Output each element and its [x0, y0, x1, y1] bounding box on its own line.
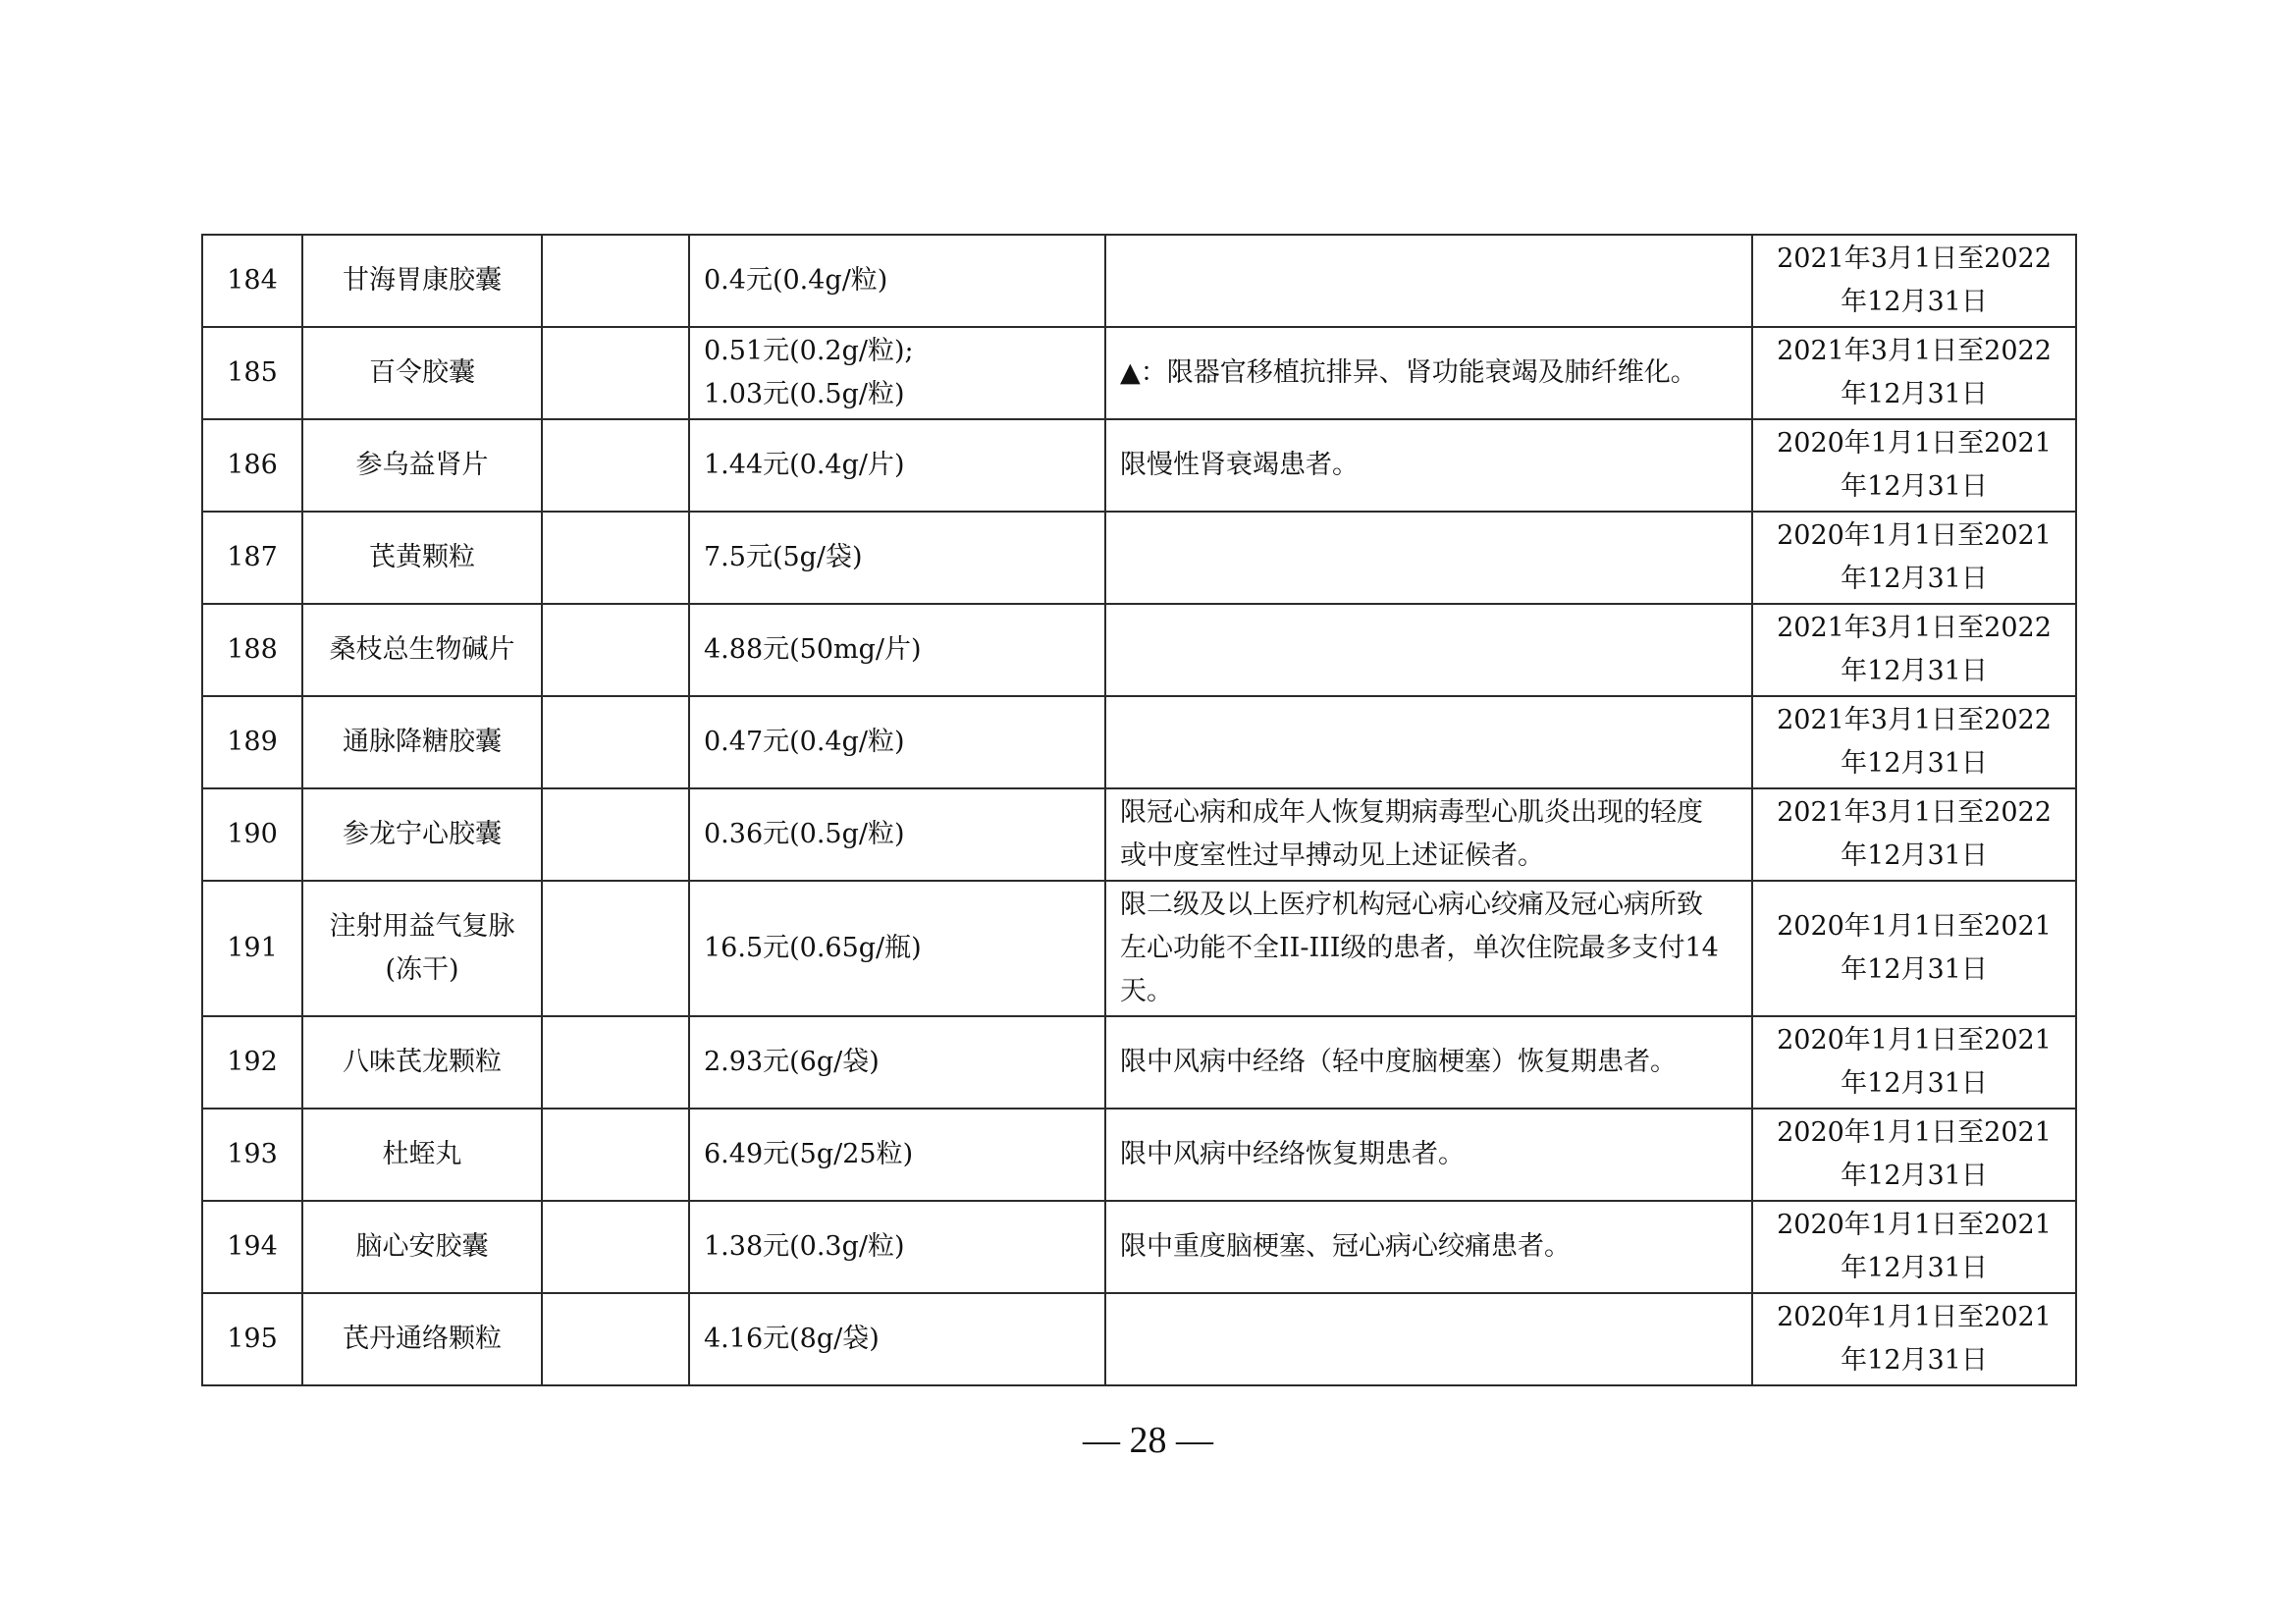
- restriction-note-cell: [1105, 419, 1752, 512]
- table-row: [202, 327, 2076, 419]
- drug-name-cell: [302, 327, 542, 419]
- empty-cell: [542, 604, 689, 696]
- restriction-note-cell: [1105, 1293, 1752, 1385]
- price-cell-line: 16.5元(0.65g/瓶): [704, 933, 922, 963]
- price-cell-line: 0.36元(0.5g/粒): [704, 819, 905, 849]
- drug-name-cell-line: 脑心安胶囊: [355, 1231, 489, 1262]
- row-number-cell: [202, 604, 302, 696]
- validity-date-cell: [1752, 1109, 2076, 1201]
- price-cell: [689, 327, 1105, 419]
- drug-name-cell: [302, 235, 542, 327]
- validity-date-cell-line: 年12月31日: [1841, 564, 1988, 594]
- drug-name-cell: [302, 881, 542, 1016]
- row-number-cell-text: 188: [227, 634, 278, 665]
- table-row: [202, 1016, 2076, 1109]
- table-row: [202, 419, 2076, 512]
- row-number-cell-text: 186: [227, 450, 278, 480]
- validity-date-cell-line: 年12月31日: [1841, 954, 1988, 985]
- row-number-cell-text: 189: [227, 727, 278, 757]
- row-number-cell-text: 187: [227, 542, 278, 572]
- validity-date-cell-line: 2020年1月1日至2021: [1777, 428, 2052, 459]
- price-cell: [689, 696, 1105, 788]
- empty-cell: [542, 1201, 689, 1293]
- drug-name-cell-line: 百令胶囊: [369, 357, 475, 388]
- price-cell: [689, 1201, 1105, 1293]
- validity-date-cell-line: 2020年1月1日至2021: [1777, 520, 2052, 551]
- row-number-cell-text: 193: [227, 1139, 278, 1169]
- restriction-note-cell-line: ▲：限器官移植抗排异、肾功能衰竭及肺纤维化。: [1120, 357, 1697, 388]
- validity-date-cell-line: 2020年1月1日至2021: [1777, 1302, 2052, 1332]
- restriction-note-cell: [1105, 788, 1752, 881]
- table-row: [202, 235, 2076, 327]
- restriction-note-cell-line: 限慢性肾衰竭患者。: [1120, 450, 1359, 480]
- drug-name-cell: [302, 1016, 542, 1109]
- validity-date-cell-line: 年12月31日: [1841, 1253, 1988, 1283]
- validity-date-cell-line: 2020年1月1日至2021: [1777, 1025, 2052, 1056]
- validity-date-cell: [1752, 235, 2076, 327]
- validity-date-cell-line: 年12月31日: [1841, 1068, 1988, 1099]
- restriction-note-cell: [1105, 512, 1752, 604]
- table-row: [202, 604, 2076, 696]
- restriction-note-cell-line: 限二级及以上医疗机构冠心病心绞痛及冠心病所致: [1120, 890, 1703, 920]
- validity-date-cell-line: 年12月31日: [1841, 471, 1988, 502]
- price-cell: [689, 788, 1105, 881]
- table-body: [202, 235, 2076, 1385]
- restriction-note-cell-line: 天。: [1120, 976, 1173, 1006]
- drug-name-cell: [302, 1293, 542, 1385]
- restriction-note-cell: [1105, 696, 1752, 788]
- row-number-cell-text: 195: [227, 1324, 278, 1354]
- table-row: [202, 1201, 2076, 1293]
- restriction-note-cell: [1105, 1109, 1752, 1201]
- drug-name-cell-line: 桑枝总生物碱片: [329, 634, 515, 665]
- price-cell-line: 1.03元(0.5g/粒): [704, 379, 905, 409]
- drug-name-cell-line: 杜蛭丸: [382, 1139, 462, 1169]
- empty-cell: [542, 1109, 689, 1201]
- validity-date-cell-line: 年12月31日: [1841, 840, 1988, 871]
- restriction-note-cell: [1105, 1201, 1752, 1293]
- validity-date-cell-line: 2021年3月1日至2022: [1777, 613, 2052, 643]
- table-row: [202, 1293, 2076, 1385]
- price-cell: [689, 512, 1105, 604]
- validity-date-cell-line: 2021年3月1日至2022: [1777, 705, 2052, 735]
- row-number-cell-text: 194: [227, 1231, 278, 1262]
- restriction-note-cell-line: 或中度室性过早搏动见上述证候者。: [1120, 840, 1544, 871]
- restriction-note-cell: [1105, 327, 1752, 419]
- drug-name-cell-line: 八味芪龙颗粒: [343, 1047, 502, 1077]
- drug-name-cell-line: 参乌益肾片: [355, 450, 489, 480]
- empty-cell: [542, 327, 689, 419]
- drug-name-cell: [302, 512, 542, 604]
- price-cell-line: 0.4元(0.4g/粒): [704, 265, 888, 296]
- price-cell-line: 7.5元(5g/袋): [704, 542, 863, 572]
- price-cell-line: 1.44元(0.4g/片): [704, 450, 905, 480]
- row-number-cell-text: 191: [227, 933, 278, 963]
- price-cell-line: 4.16元(8g/袋): [704, 1324, 880, 1354]
- table-row: [202, 512, 2076, 604]
- validity-date-cell-line: 年12月31日: [1841, 748, 1988, 779]
- drug-name-cell: [302, 604, 542, 696]
- price-cell-line: 1.38元(0.3g/粒): [704, 1231, 905, 1262]
- price-cell: [689, 881, 1105, 1016]
- drug-name-cell-line: 参龙宁心胶囊: [343, 819, 502, 849]
- restriction-note-cell: [1105, 235, 1752, 327]
- validity-date-cell: [1752, 1293, 2076, 1385]
- restriction-note-cell: [1105, 1016, 1752, 1109]
- price-cell-line: 2.93元(6g/袋): [704, 1047, 880, 1077]
- empty-cell: [542, 235, 689, 327]
- drug-name-cell: [302, 1201, 542, 1293]
- validity-date-cell-line: 2021年3月1日至2022: [1777, 244, 2052, 274]
- empty-cell: [542, 1016, 689, 1109]
- empty-cell: [542, 788, 689, 881]
- validity-date-cell-line: 年12月31日: [1841, 656, 1988, 686]
- price-cell: [689, 1109, 1105, 1201]
- price-cell: [689, 1016, 1105, 1109]
- validity-date-cell-line: 2021年3月1日至2022: [1777, 797, 2052, 828]
- drug-table: [201, 234, 2077, 1386]
- restriction-note-cell-line: 限中风病中经络恢复期患者。: [1120, 1139, 1465, 1169]
- drug-name-cell-line: 通脉降糖胶囊: [343, 727, 502, 757]
- validity-date-cell: [1752, 881, 2076, 1016]
- empty-cell: [542, 512, 689, 604]
- row-number-cell-text: 184: [227, 265, 278, 296]
- drug-name-cell: [302, 419, 542, 512]
- validity-date-cell: [1752, 1201, 2076, 1293]
- validity-date-cell: [1752, 512, 2076, 604]
- drug-name-cell-line: 注射用益气复脉: [329, 911, 515, 942]
- row-number-cell-text: 192: [227, 1047, 278, 1077]
- validity-date-cell-line: 2020年1月1日至2021: [1777, 1117, 2052, 1148]
- row-number-cell: [202, 235, 302, 327]
- row-number-cell: [202, 512, 302, 604]
- validity-date-cell-line: 年12月31日: [1841, 287, 1988, 317]
- validity-date-cell: [1752, 1016, 2076, 1109]
- row-number-cell: [202, 881, 302, 1016]
- table-row: [202, 696, 2076, 788]
- row-number-cell: [202, 696, 302, 788]
- validity-date-cell-line: 年12月31日: [1841, 379, 1988, 409]
- restriction-note-cell-line: 限冠心病和成年人恢复期病毒型心肌炎出现的轻度: [1120, 797, 1703, 828]
- price-cell-line: 0.47元(0.4g/粒): [704, 727, 905, 757]
- validity-date-cell-line: 2020年1月1日至2021: [1777, 911, 2052, 942]
- empty-cell: [542, 419, 689, 512]
- validity-date-cell: [1752, 419, 2076, 512]
- price-cell-line: 6.49元(5g/25粒): [704, 1139, 914, 1169]
- drug-name-cell: [302, 1109, 542, 1201]
- row-number-cell: [202, 1016, 302, 1109]
- row-number-cell: [202, 788, 302, 881]
- price-cell: [689, 235, 1105, 327]
- validity-date-cell: [1752, 696, 2076, 788]
- row-number-cell: [202, 1293, 302, 1385]
- validity-date-cell-line: 2020年1月1日至2021: [1777, 1210, 2052, 1240]
- validity-date-cell: [1752, 604, 2076, 696]
- drug-name-cell: [302, 788, 542, 881]
- price-cell-line: 4.88元(50mg/片): [704, 634, 922, 665]
- restriction-note-cell: [1105, 881, 1752, 1016]
- page-number: — 28 —: [1083, 1420, 1213, 1461]
- restriction-note-cell: [1105, 604, 1752, 696]
- drug-name-cell-line: (冻干): [385, 954, 459, 985]
- row-number-cell: [202, 1109, 302, 1201]
- table-row: [202, 1109, 2076, 1201]
- row-number-cell: [202, 327, 302, 419]
- table-row: [202, 881, 2076, 1016]
- price-cell: [689, 1293, 1105, 1385]
- row-number-cell-text: 190: [227, 819, 278, 849]
- row-number-cell: [202, 419, 302, 512]
- validity-date-cell: [1752, 788, 2076, 881]
- restriction-note-cell-line: 限中风病中经络（轻中度脑梗塞）恢复期患者。: [1120, 1047, 1677, 1077]
- validity-date-cell-line: 年12月31日: [1841, 1345, 1988, 1376]
- table-row: [202, 788, 2076, 881]
- drug-name-cell-line: 芪丹通络颗粒: [343, 1324, 502, 1354]
- restriction-note-cell-line: 限中重度脑梗塞、冠心病心绞痛患者。: [1120, 1231, 1571, 1262]
- row-number-cell-text: 185: [227, 357, 278, 388]
- row-number-cell: [202, 1201, 302, 1293]
- validity-date-cell-line: 2021年3月1日至2022: [1777, 336, 2052, 366]
- validity-date-cell-line: 年12月31日: [1841, 1161, 1988, 1191]
- price-cell: [689, 419, 1105, 512]
- validity-date-cell: [1752, 327, 2076, 419]
- drug-name-cell: [302, 696, 542, 788]
- restriction-note-cell-line: 左心功能不全II-III级的患者，单次住院最多支付14: [1120, 933, 1719, 963]
- empty-cell: [542, 696, 689, 788]
- drug-name-cell-line: 甘海胃康胶囊: [343, 265, 502, 296]
- drug-name-cell-line: 芪黄颗粒: [369, 542, 475, 572]
- price-cell: [689, 604, 1105, 696]
- price-cell-line: 0.51元(0.2g/粒);: [704, 336, 914, 366]
- empty-cell: [542, 1293, 689, 1385]
- empty-cell: [542, 881, 689, 1016]
